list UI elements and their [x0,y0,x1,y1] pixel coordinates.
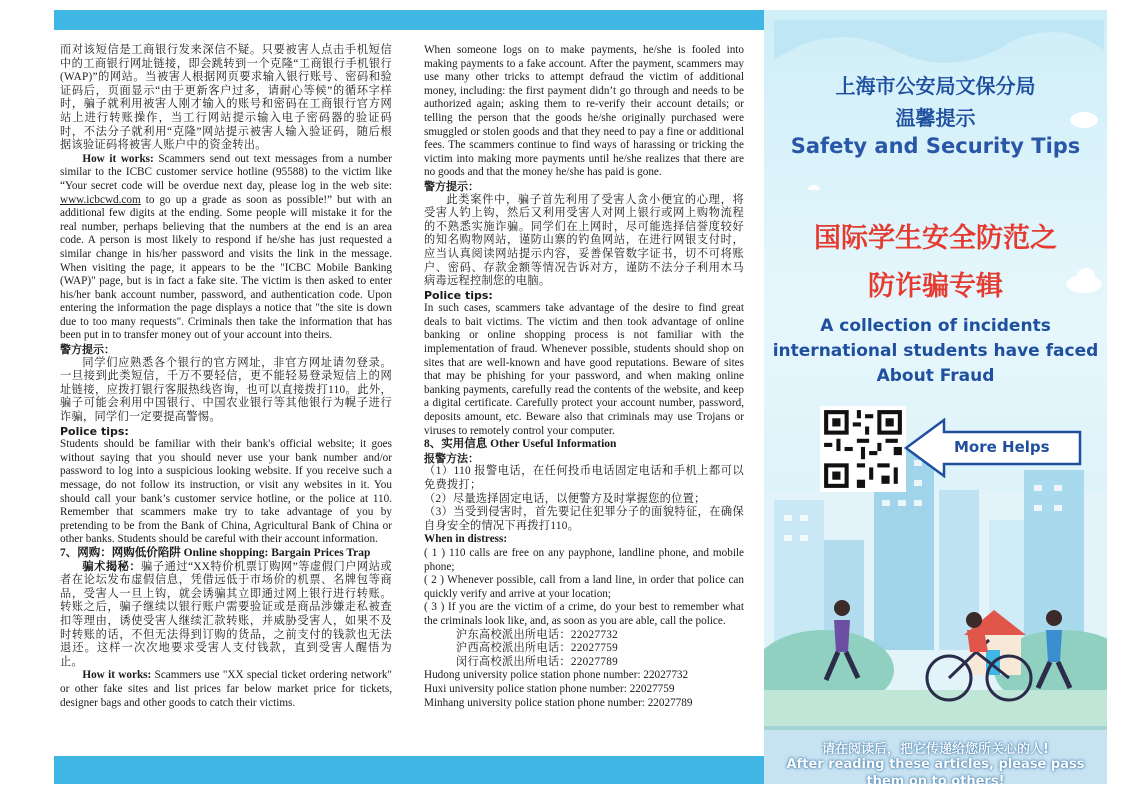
tips-heading: 报警方法： [424,451,479,465]
tips-heading: Police tips: [60,424,129,438]
paragraph-cn: 同学们应熟悉各个银行的官方网址，非官方网址请勿登录。一旦接到此类短信，千万不要轻信，更不能轻易登录短信上的网址链接，应拨打银行客服热线咨询，也可以直接拨打110。此外，骗子可能会利用中国银行、中国农业银行等其他银行为幌子进行诈骗，同学们一定要提高警惕。 [60,356,392,424]
pass-on-en-line: After reading these articles, please pass [786,757,1085,772]
org-title-en: Safety and Security Tips [790,134,1081,158]
cover-panel [764,10,1107,784]
paragraph-en: Minhang university police station phone number: 22027789 [424,696,693,709]
tips-heading: Police tips: [424,288,493,302]
scam-reveal-label: 骗术揭秘： [82,560,142,573]
subtitle-en [764,314,1107,389]
paragraph-text: Scammers use "XX special ticket ordering network" or other fake sites and list prices far below market price for tickets, designer bags and other goods to catch their victims. [60,669,392,709]
org-subtitle-cn: 温馨提示 [895,106,976,130]
paragraph-en: Huxi university police station phone number: 22027759 [424,682,675,695]
bottom-color-bar [54,756,764,784]
paragraph-en: ( 2 ) Whenever possible, call from a land line, in order that police can quickly verify and arrive at your location; [424,574,744,600]
text-column-1 [60,44,392,710]
paragraph-text: 骗子通过“XX特价机票订购网”等虚假门户网站或者在论坛发布虚假信息，凭借远低于市场价的机票、名牌包等商品，受害人一旦上钩，就会诱骗其立即通过网上银行进行转账。转账之后，骗子继续以银行账户需要验证或是商品涉嫌走私被查扣等理由，诱使受害人继续汇款转账，并威胁受害人，如果不及时转账的话，不但无法得到订购的货品，之前支付的钱款也无法退还。这样一次次地要求受害人支付钱款，直到受害人醒悟为止。 [60,560,392,668]
scam-reveal-paragraph [60,561,392,670]
paragraph-en: When someone logs on to make payments, he/she is fooled into making payments to a fake account. After the payment, scammers may use many other tricks to attempt defraud the victim of additional money, including: the first payment didn’t go through and needs to be authorized again; asking them to re-verify their account details; or telling the person that the goods he/she originally purchased were smuggled or stolen goods and that they need to pay a fine or additional fees. The scammers continue to find ways of harassing or tricking the victim into making more payments until he/she realizes that there are no goods and that the money he/she has paid is gone. [424,44,744,179]
paragraph-cn: （2）尽量选择固定电话，以便警方及时掌握您的位置； [424,492,706,505]
phone-number-line: 沪西高校派出所电话：22027759 [456,642,619,655]
subtitle-line: About Fraud [876,366,995,386]
url-link[interactable]: www.icbcwd.com [60,193,141,206]
main-title-line1: 国际学生安全防范之 [814,223,1057,254]
subheading: When in distress: [424,533,508,546]
how-it-works-paragraph [60,153,392,343]
paragraph-en: In such cases, scammers take advantage of the desire to find great deals to bait victims. The victim and then took advantage of online banking or online shopping process is not familiar with the implementation of fraud. Whenever possible, students should shop on sites that are well-known and have good reputations. Beware of sites that may be phishing for your password, and when making online banking payments, carefully read the contents of the website, and keep a digital certificate. Carefully protect your account number, password, deposits amount, etc. Beware also that criminals may use Trojans or viruses to remotely control your computer. [424,302,744,437]
how-it-works-label: How it works: [82,152,154,165]
subtitle-line: international students have faced [772,341,1099,361]
qr-code-icon[interactable] [820,406,906,492]
paragraph-cn: （1）110 报警电话，在任何投币电话固定电话和手机上都可以免费拨打； [424,465,744,491]
main-title-line2: 防诈骗专辑 [868,271,1003,302]
subtitle-line: A collection of incidents [820,316,1051,336]
tips-heading: 警方提示： [424,179,479,193]
paragraph-text: to go up a grade as soon as possible!” but with an additional few digits at the ending. Some people will mistake it for the real number, perhaps believing that the numbers at the end is an area code. A person is most likely to respond if he/she has just requested a similar change in his/her password and visits the link in the message. When visiting the page, it appears to be the "ICBC Mobile Banking (WAP)" page, but is in fact a fake site. The victim is then asked to enter his/her bank account number, password, and authentication code. Upon entering the information the page displays a notice that "the site is down due to too many requests". Criminals then take the information that has been put in to transfer money out of your account into theirs. [60,193,392,342]
how-it-works-paragraph [60,669,392,710]
section-heading: 8、实用信息 Other Useful Information [424,438,617,451]
paragraph-text: Scammers send out text messages from a number similar to the ICBC customer service hotline (95588) to the victim like “Your secret code will be overdue next day, please log in the web site: [60,152,392,192]
how-it-works-label: How it works: [82,669,152,682]
city-illustration [764,430,1107,784]
paragraph-en: Hudong university police station phone number: 22027732 [424,669,689,682]
more-helps-link[interactable]: More Helps [954,438,1050,456]
paragraph-en: ( 3 ) If you are the victim of a crime, do your best to remember what the criminals look like, and, as soon as you are able, call the police. [424,601,744,627]
tips-heading: 警方提示： [60,343,115,357]
org-title-cn: 上海市公安局文保分局 [835,74,1036,98]
pass-on-cn: 请在阅读后，把它传递给您所关心的人! [822,742,1049,757]
paragraph-en: ( 1 ) 110 calls are free on any payphone, landline phone, and mobile phone; [424,546,744,573]
paragraph-cn: 此类案件中，骗子首先利用了受害人贪小便宜的心理，将受害人钓上钩，然后又利用受害人对网上银行或网上购物流程的不熟悉实施诈骗。同学们在上网时，尽可能选择信誉度较好的知名购物网站，谨防山寨的钓鱼网站，在进行网银支付时，应当认真阅读网站提示内容，妥善保管数字证书，切不可将账户、密码、存款金额等情况告诉对方，谨防不法分子利用木马病毒远程控制您的电脑。 [424,193,744,288]
section-heading: 7、网购：网购低价陷阱 Online shopping: Bargain Prices Trap [60,546,371,559]
pass-on-en-line: them on to others! [866,774,1005,784]
phone-number-line: 闵行高校派出所电话：22027789 [456,655,619,668]
text-column-2 [424,44,744,710]
paragraph-cn: 而对该短信是工商银行发来深信不疑。只要被害人点击手机短信中的工商银行网址链接，即会跳转到一个克隆“工商银行手机银行(WAP)”的网站。当被害人根据网页要求输入银行账号、密码和验证码后，页面显示“由于更新客户过多，请耐心等候”的循环字样时，骗子就利用被害人刚才输入的账号和密码在工商银行官方网站上进行转账操作，当工行网站提示输入电子密码器的验证码时，不法分子就利用“克隆”网站提示被害人输入验证码，随后根据该验证码将被害人账户中的资金转出。 [60,44,392,152]
phone-number-line: 沪东高校派出所电话：22027732 [456,628,619,641]
paragraph-en: Students should be familiar with their bank's official website; it goes without saying that you should never use your bank number and/or password to log into a suspicious looking website. If you receive such a message, do not follow its instruction, or visit any websites in it. You should call your bank’s customer service hotline, or the police at 110. Remember that scammers make try to take advantage of you by pretending to be from the Bank of China, Agricultural Bank of China or other banks. Students should be careful with their account information. [60,438,392,546]
paragraph-cn: （3）当受到侵害时，首先要记住犯罪分子的面貌特征，在确保自身安全的情况下再拨打110。 [424,506,744,532]
pass-on-en [764,756,1107,784]
